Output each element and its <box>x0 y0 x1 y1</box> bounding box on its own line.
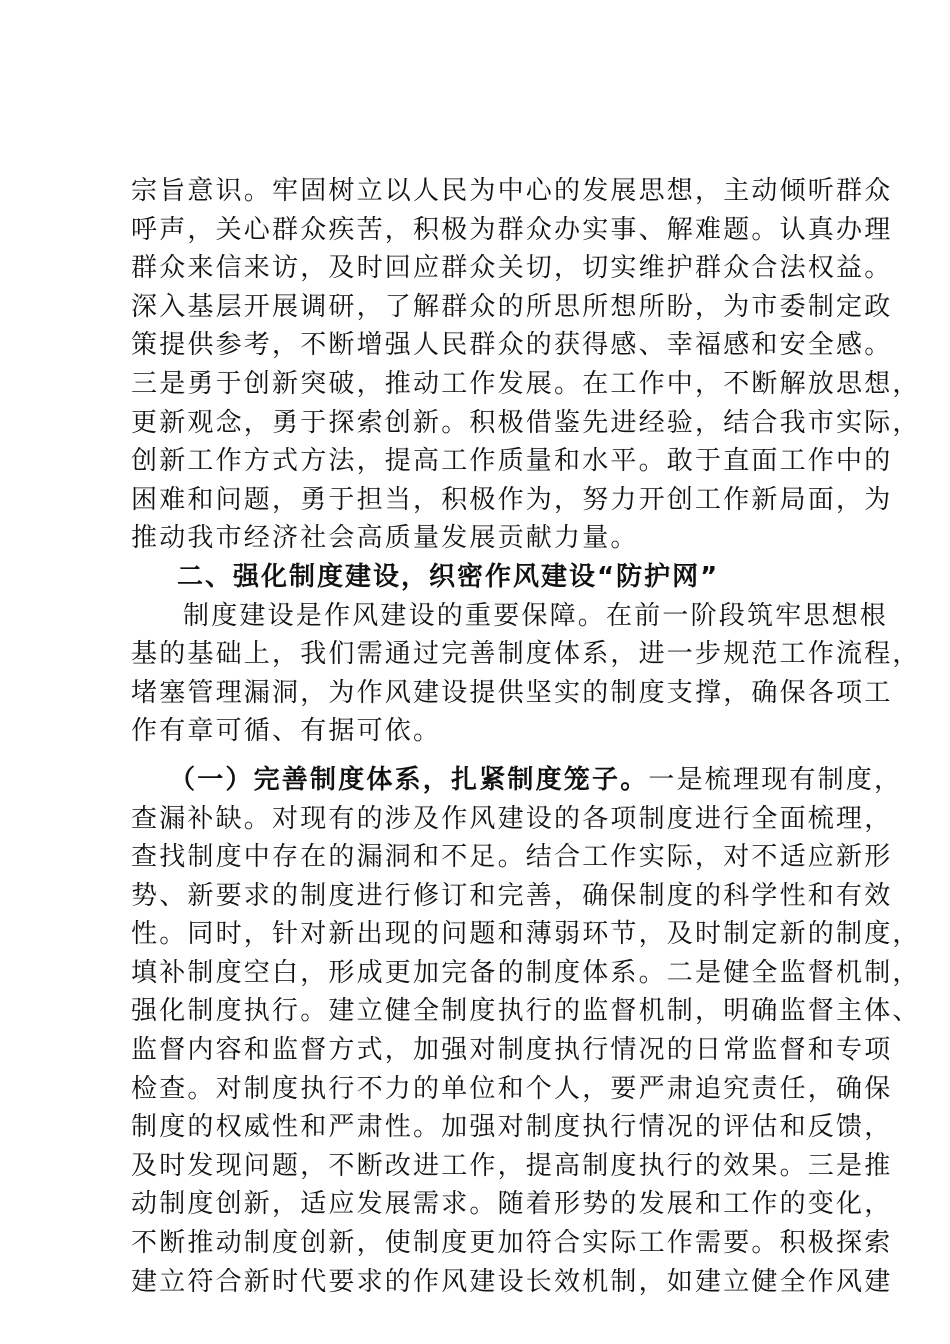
paragraph-line: 群众来信来访，及时回应群众关切，切实维护群众合法权益。 <box>131 253 893 284</box>
subsection-line: 不断推动制度创新，使制度更加符合实际工作需要。积极探索 <box>131 1228 893 1259</box>
subsection-first-line <box>131 761 903 800</box>
section-paragraph-line: 作有章可循、有据可依。 <box>131 716 442 747</box>
paragraph-line: 三是勇于创新突破，推动工作发展。在工作中，不断解放思想， <box>131 368 921 399</box>
subsection-line: 性。同时，针对新出现的问题和薄弱环节，及时制定新的制度， <box>131 919 921 950</box>
subsection-first-line-rest: 一是梳理现有制度， <box>648 764 903 795</box>
paragraph-line: 呼声，关心群众疾苦，积极为群众办实事、解难题。认真办理 <box>131 214 893 245</box>
subsection-line: 查找制度中存在的漏洞和不足。结合工作实际，对不适应新形 <box>131 842 893 873</box>
subsection-line: 及时发现问题，不断改进工作，提高制度执行的效果。三是推 <box>131 1150 893 1181</box>
paragraph-line: 推动我市经济社会高质量发展贡献力量。 <box>131 523 639 554</box>
paragraph-line: 更新观念，勇于探索创新。积极借鉴先进经验，结合我市实际， <box>131 407 921 438</box>
section-paragraph-line: 堵塞管理漏洞，为作风建设提供坚实的制度支撑，确保各项工 <box>131 677 893 708</box>
paragraph-line: 困难和问题，勇于担当，积极作为，努力开创工作新局面，为 <box>131 484 893 515</box>
paragraph-gap <box>131 751 831 761</box>
section-heading: 二、强化制度建设，织密作风建设“防护网” <box>177 561 720 592</box>
subsection-line: 势、新要求的制度进行修订和完善，确保制度的科学性和有效 <box>131 880 893 911</box>
subsection-heading: （一）完善制度体系，扎紧制度笼子。 <box>169 764 649 795</box>
subsection-line: 查漏补缺。对现有的涉及作风建设的各项制度进行全面梳理， <box>131 803 893 834</box>
paragraph-line: 策提供参考，不断增强人民群众的获得感、幸福感和安全感。 <box>131 330 893 361</box>
subsection-line: 建立符合新时代要求的作风建设长效机制，如建立健全作风建 <box>131 1266 893 1297</box>
paragraph-line: 深入基层开展调研，了解群众的所思所想所盼，为市委制定政 <box>131 291 893 322</box>
paragraph-line: 创新工作方式方法，提高工作质量和水平。敢于直面工作中的 <box>131 446 893 477</box>
section-paragraph-line: 制度建设是作风建设的重要保障。在前一阶段筑牢思想根 <box>183 600 889 631</box>
section-paragraph-line: 基的基础上，我们需通过完善制度体系，进一步规范工作流程， <box>131 639 921 670</box>
subsection-line: 动制度创新，适应发展需求。随着形势的发展和工作的变化， <box>131 1189 893 1220</box>
document-body <box>131 172 921 1301</box>
subsection-line: 检查。对制度执行不力的单位和个人，要严肃追究责任，确保 <box>131 1073 893 1104</box>
paragraph-line: 宗旨意识。牢固树立以人民为中心的发展思想，主动倾听群众 <box>131 176 893 206</box>
subsection-line: 制度的权威性和严肃性。加强对制度执行情况的评估和反馈， <box>131 1112 893 1143</box>
subsection-line: 填补制度空白，形成更加完备的制度体系。二是健全监督机制， <box>131 957 921 988</box>
subsection-line: 监督内容和监督方式，加强对制度执行情况的日常监督和专项 <box>131 1035 893 1066</box>
subsection-line: 强化制度执行。建立健全制度执行的监督机制，明确监督主体、 <box>131 996 921 1027</box>
